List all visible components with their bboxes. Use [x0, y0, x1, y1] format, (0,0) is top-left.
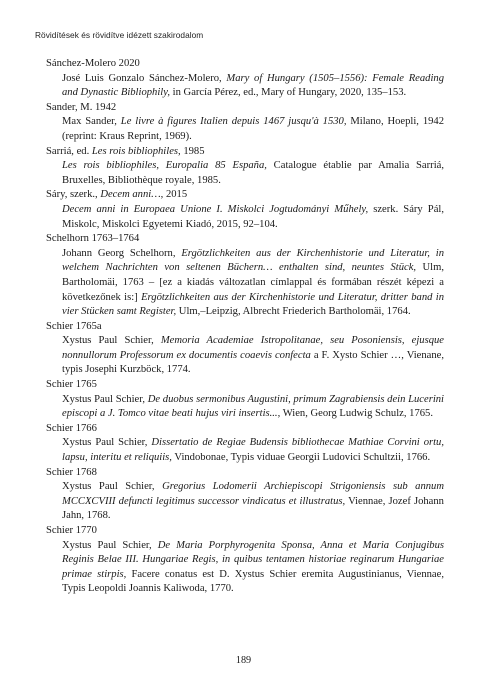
italic-title: Mary of Hungary (1505–1556): Female Reading and Dynastic Bibliophily,: [62, 72, 445, 99]
bibliography-entry: [46, 101, 444, 145]
italic-title: Decem anni in Europaea Unione I. Miskolci Jogtudományi Műhely,: [62, 203, 369, 215]
entry-key: Schier 1765a: [46, 320, 102, 332]
entry-key: Schier 1765: [46, 379, 97, 391]
text-run: Milano, Hoepli, 1942 (reprint: Kraus Reprint, 1969).: [62, 116, 445, 142]
entry-key: Schelhorn 1763–1764: [46, 233, 140, 245]
running-head: Rövidítések és rövidítve idézett szakirodalom: [35, 30, 204, 40]
entry-key: Schier 1768: [46, 466, 97, 478]
italic-title: Gregorius Lodomerii Archiepiscopi Strigoniensis sub annum MCCXCVIII defuncti legitimus successor vindicatus et illustratus,: [62, 481, 445, 507]
italic-title: Decem anni…,: [100, 189, 164, 201]
text-run: Xystus Paul Schier,: [62, 481, 163, 493]
bibliography-entry: [46, 422, 444, 466]
entry-reference: [46, 393, 444, 422]
italic-title: Memoria Academiae Istropolitanae, seu Posoniensis, ejusque nonnullorum Professorum ex documentis coaevis confecta: [62, 335, 445, 361]
bibliography-entry: [46, 188, 444, 232]
entry-reference: [46, 436, 444, 465]
text-run: Ulm, Bartholomäi, 1763 – [ez a kiadás változatlan címlappal és formában részét képezi a következőnek is:]: [62, 262, 444, 303]
italic-title: Dissertatio de Regiae Budensis bibliothecae Mathiae Corvini ortu, lapsu, interitu et reliquiis,: [62, 437, 444, 464]
text-run: José Luis Gonzalo Sánchez-Molero,: [62, 72, 227, 84]
bibliography-entry: [46, 524, 444, 597]
italic-title: Ergötzlichkeiten aus der Kirchenhistorie und Literatur, dritter band in vier Stücken samt Register,: [62, 291, 444, 318]
text-run: Max Sander,: [62, 116, 121, 128]
text-run: Xystus Paul Schier,: [62, 437, 152, 449]
entry-reference: [46, 159, 444, 188]
text-run: a F. Xysto Schier …, Vienane, typis Josephi Kurzböck, 1774.: [62, 349, 445, 376]
italic-title: De Maria Porphyrogenita Sponsa, Anna et Maria Conjugibus Reginis Belae III. Hungariae Regis, in quibus tentamen historiae reginarum Hungariae primae stirpis,: [62, 539, 445, 580]
page-number: 189: [235, 655, 252, 666]
bibliography-entry: [46, 145, 444, 189]
italic-title: Les rois bibliophiles, Europalia 85 España,: [62, 160, 267, 172]
italic-title: Le livre à figures Italien depuis 1467 jusqu'à 1530,: [120, 116, 347, 128]
text-run: Sáry, szerk.,: [46, 189, 101, 201]
bibliography-entry: [46, 320, 444, 378]
text-run: Xystus Paul Schier,: [62, 335, 161, 347]
text-run: Johann Georg Schelhorn,: [62, 247, 182, 259]
entry-reference: [46, 115, 444, 144]
text-run: szerk. Sáry Pál, Miskolc, Miskolci Egyetemi Kiadó, 2015, 92–104.: [62, 203, 444, 230]
entry-key: Schier 1766: [46, 422, 97, 434]
text-run: Catalogue établie par Amalia Sarriá, Bruxelles, Bibliothèque royale, 1985.: [62, 160, 444, 186]
text-run: Vindobonae, Typis viduae Georgii Ludovici Schultzii, 1766.: [171, 452, 431, 464]
bibliography-entry: [46, 232, 444, 320]
entry-reference: [46, 539, 444, 597]
text-run: Wien, Georg Ludwig Schulz, 1765.: [280, 408, 434, 420]
entry-reference: [46, 247, 444, 320]
text-run: Facere conatus est D. Xystus Schier eremita Augustinianus, Viennae, Typis Leopoldi Joannis Kaliwoda, 1770.: [62, 568, 444, 595]
text-run: Ulm,–Leipzig, Albrecht Friederich Bartholomäi, 1764.: [176, 306, 411, 318]
text-run: Xystus Paul Schier,: [62, 393, 148, 405]
entry-key: Sander, M. 1942: [46, 101, 117, 113]
text-run: 2015: [163, 189, 188, 201]
entry-reference: [46, 334, 444, 378]
bibliography-entry: [46, 466, 444, 524]
bibliography-entry: [46, 57, 444, 101]
italic-title: De duobus sermonibus Augustini, primum Zagrabiensis dein Lucerini episcopi a J. Tomco vitae beati hujus viri insertis...,: [62, 393, 445, 420]
text-run: Sarriá, ed.: [46, 145, 92, 157]
entry-reference: [46, 72, 444, 101]
text-run: Xystus Paul Schier,: [62, 539, 158, 551]
italic-title: Ergötzlichkeiten aus der Kirchenhistorie und Literatur, in welchem Nachrichten von seltenen Büchern… enthalten sind, neuntes Stück,: [62, 247, 444, 274]
entry-key: [46, 145, 444, 160]
bibliography-list: [46, 57, 444, 597]
bibliography-entry: [46, 378, 444, 422]
text-run: 1985: [180, 145, 205, 157]
entry-key: Schier 1770: [46, 525, 97, 536]
entry-key: [46, 188, 444, 203]
text-run: Viennae, Jozef Johann Jahn, 1768.: [62, 495, 444, 522]
text-run: in García Pérez, ed., Mary of Hungary, 2020, 135–153.: [170, 87, 407, 99]
entry-key: Sánchez-Molero 2020: [46, 58, 140, 69]
entry-reference: [46, 480, 444, 524]
italic-title: Les rois bibliophiles,: [91, 145, 181, 157]
entry-reference: [46, 203, 444, 232]
